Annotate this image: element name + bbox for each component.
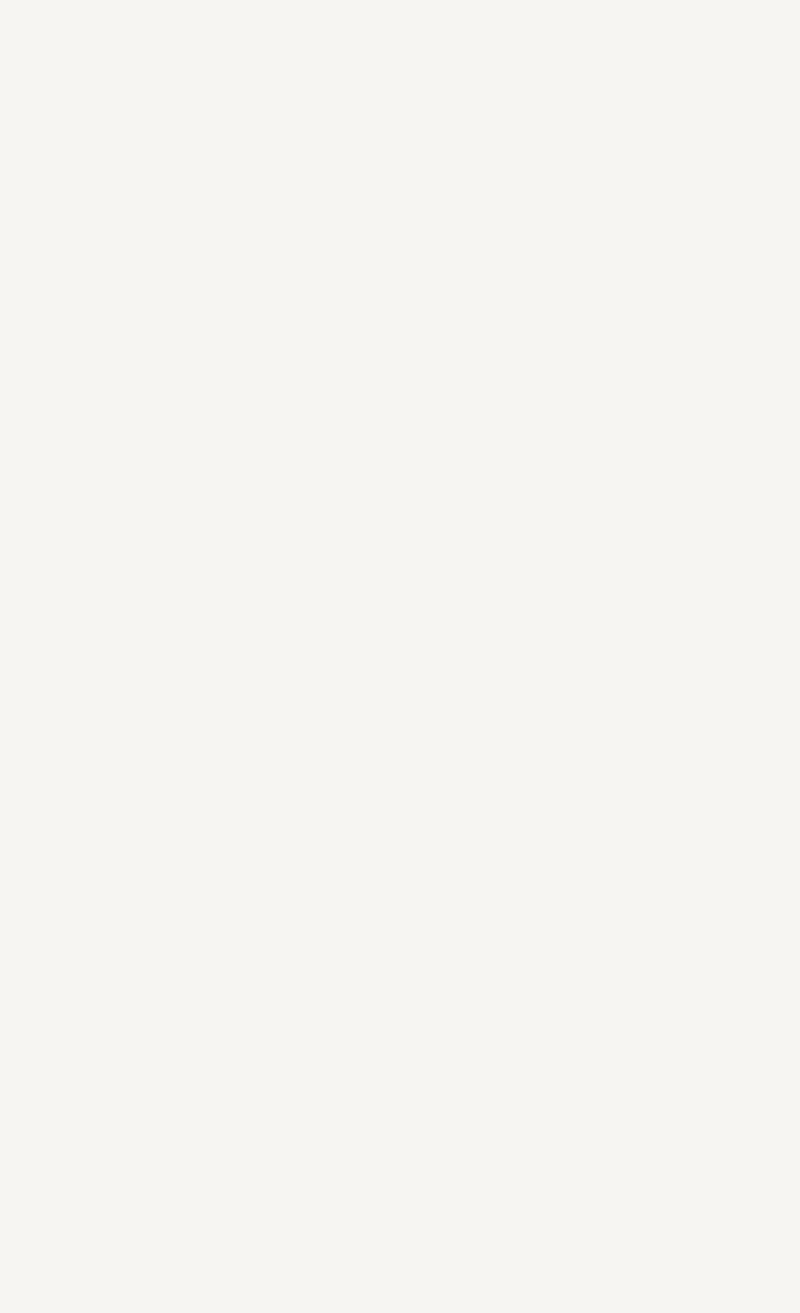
document-page — [129, 86, 669, 138]
